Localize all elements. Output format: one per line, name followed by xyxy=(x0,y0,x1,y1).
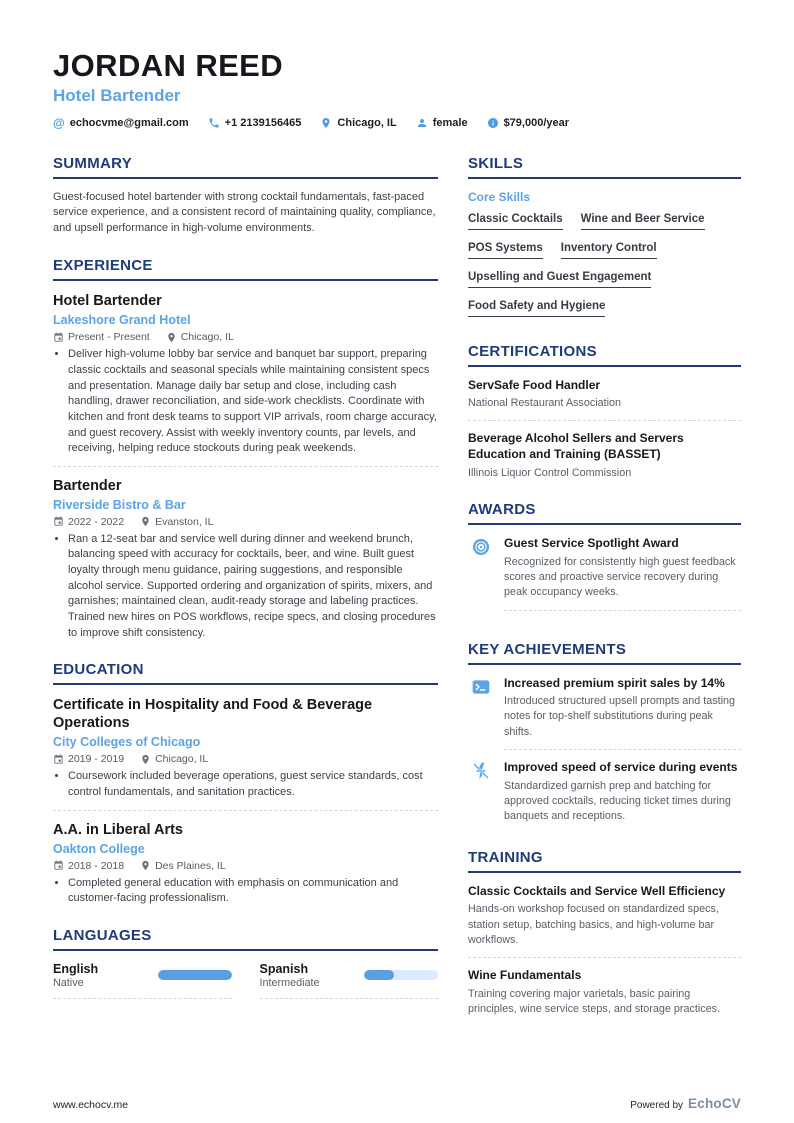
person-job-title: Hotel Bartender xyxy=(53,85,181,105)
achievement-description: Introduced structured upsell prompts and tasting notes for top-shelf substitutions during peak shifts. xyxy=(504,695,736,738)
calendar-icon xyxy=(53,754,64,765)
echocv-brand: EchoCV xyxy=(688,1096,741,1111)
contact-row xyxy=(53,117,741,129)
section-languages xyxy=(53,927,438,1009)
experience-dates: Present - Present xyxy=(53,331,150,343)
dashed-divider xyxy=(260,998,439,999)
person-name: JORDAN REED xyxy=(53,48,284,83)
experience-meta-row xyxy=(53,516,438,528)
education-bullets xyxy=(53,876,438,907)
footer-website-link[interactable]: www.echocv.me xyxy=(53,1099,129,1111)
experience-company: Riverside Bistro & Bar xyxy=(53,497,186,512)
calendar-icon xyxy=(53,860,64,871)
award-name: Guest Service Spotlight Award xyxy=(504,535,679,550)
education-degree: Certificate in Hospitality and Food & Beverage Operations xyxy=(53,697,373,732)
training-name: Classic Cocktails and Service Well Efficiency xyxy=(468,883,726,898)
achievement-description: Standardized garnish prep and batching for approved cocktails, reducing ticket times during banquets and receptions. xyxy=(504,779,731,823)
training-entry xyxy=(468,884,741,959)
summary-text: Guest-focused hotel bartender with strong cocktail fundamentals, fast-paced service experience, and a consistent record of maintaining quality, compliance, and upsell performance in high-volume environments. xyxy=(53,190,436,235)
dashed-divider xyxy=(504,610,741,611)
dashed-divider xyxy=(504,749,741,750)
section-summary xyxy=(53,155,438,238)
education-bullet: • Completed general education with emphasis on communication and customer-facing professionalism. xyxy=(68,876,438,907)
training-description: Hands-on workshop focused on standardized specs, station setup, batching basics, and high-volume bar workflows. xyxy=(468,903,719,946)
location-pin-icon xyxy=(140,754,151,765)
contact-phone-text: +1 2139156465 xyxy=(224,116,302,129)
contact-email[interactable] xyxy=(53,117,189,129)
achievement-entry xyxy=(468,760,741,825)
powered-by-label: Powered by xyxy=(630,1100,684,1111)
education-school: Oakton College xyxy=(53,841,145,856)
experience-dates: 2022 - 2022 xyxy=(53,516,124,528)
experience-bullet: • Deliver high-volume lobby bar service and banquet bar support, preparing classic cocktails and seasonal specials while maintaining consistent specs and presentation. Manage daily bar setup and close, including cash handling, drawer reconciliation, and side-work checklists. Coordinate with kitchen and front desk teams to support VIP arrivals, room charge accuracy, and guest recovery. Assist with weekly inventory counts, par levels, and receiving, helping reduce stockouts during peak weekends. xyxy=(68,347,438,456)
experience-section-title: EXPERIENCE xyxy=(53,257,438,281)
contact-location xyxy=(320,117,396,129)
experience-bullet: • Ran a 12-seat bar and service well during dinner and weekend brunch, balancing speed with accuracy for cocktails, beer, and wine. Built guest loyalty through menu guidance, pairing suggestions, and responsible alcohol service. Supported ordering and organization of spirits, mixers, and garnishes; maintained clean, audit-ready storage and labeling practices. Trained new hires on POS workflows, recipe specs, and closing procedures to improve shift consistency. xyxy=(68,532,438,641)
certifications-section-title: CERTIFICATIONS xyxy=(468,343,741,367)
language-proficiency-bar xyxy=(364,970,438,980)
languages-section-title: LANGUAGES xyxy=(53,927,438,951)
certification-name: ServSafe Food Handler xyxy=(468,377,601,392)
section-skills xyxy=(468,155,741,317)
section-awards xyxy=(468,501,741,621)
certification-entry xyxy=(468,378,741,422)
skill-chip: Classic Cocktails xyxy=(468,213,563,230)
contact-salary-text: $79,000/year xyxy=(503,116,570,129)
language-item xyxy=(260,962,439,1009)
certification-entry xyxy=(468,431,741,481)
education-location: Des Plaines, IL xyxy=(140,860,226,872)
certification-issuer: Illinois Liquor Control Commission xyxy=(468,466,632,479)
info-icon xyxy=(487,117,499,129)
section-certifications xyxy=(468,343,741,481)
contact-gender xyxy=(416,117,468,129)
contact-salary xyxy=(487,117,569,129)
phone-icon xyxy=(208,117,220,129)
education-meta-row xyxy=(53,753,438,765)
location-pin-icon xyxy=(320,117,332,129)
calendar-icon xyxy=(53,332,64,343)
experience-entry xyxy=(53,477,438,641)
training-name: Wine Fundamentals xyxy=(468,968,582,983)
training-entry xyxy=(468,968,741,1017)
award-rosette-icon xyxy=(468,536,494,621)
contact-gender-text: female xyxy=(432,116,468,129)
resume-columns xyxy=(53,155,741,1038)
experience-bullets xyxy=(53,532,438,641)
achievement-name: Improved speed of service during events xyxy=(504,760,738,775)
education-location: Chicago, IL xyxy=(140,753,208,765)
experience-company: Lakeshore Grand Hotel xyxy=(53,313,191,328)
education-section-title: EDUCATION xyxy=(53,661,438,685)
section-experience xyxy=(53,257,438,641)
education-bullet: • Coursework included beverage operations, guest service standards, cost control fundamentals, and sanitation practices. xyxy=(68,769,438,800)
certification-issuer: National Restaurant Association xyxy=(468,397,622,410)
terminal-icon xyxy=(468,676,494,761)
experience-location: Chicago, IL xyxy=(166,331,234,343)
education-school: City Colleges of Chicago xyxy=(53,735,201,750)
skills-group-label: Core Skills xyxy=(468,189,531,204)
achievements-section-title: KEY ACHIEVEMENTS xyxy=(468,641,741,665)
language-proficiency-fill xyxy=(158,970,232,980)
education-meta-row xyxy=(53,860,438,872)
achievement-entry xyxy=(468,676,741,761)
location-pin-icon xyxy=(166,332,177,343)
page-footer xyxy=(53,1096,741,1111)
education-dates: 2019 - 2019 xyxy=(53,753,124,765)
education-entry xyxy=(53,821,438,907)
education-degree: A.A. in Liberal Arts xyxy=(53,821,183,838)
experience-role: Hotel Bartender xyxy=(53,293,162,310)
language-level: Intermediate xyxy=(259,976,320,989)
dashed-divider xyxy=(468,957,741,958)
at-icon: @ xyxy=(53,115,65,130)
skill-chip: Food Safety and Hygiene xyxy=(468,300,605,317)
award-description: Recognized for consistently high guest feedback scores and proactive service recovery during peak occupancy weeks. xyxy=(504,555,736,599)
language-name: Spanish xyxy=(259,961,309,976)
skill-chip: Upselling and Guest Engagement xyxy=(468,271,651,288)
achievement-name: Increased premium spirit sales by 14% xyxy=(504,675,725,690)
skills-list xyxy=(468,213,741,317)
contact-location-text: Chicago, IL xyxy=(337,116,397,129)
language-level: Native xyxy=(53,976,84,989)
language-item xyxy=(53,962,232,1009)
person-icon xyxy=(416,117,428,129)
skills-section-title: SKILLS xyxy=(468,155,741,179)
dashed-divider xyxy=(53,466,438,467)
language-name: English xyxy=(53,961,99,976)
location-pin-icon xyxy=(140,860,151,871)
training-description: Training covering major varietals, basic pairing principles, wine service steps, and storage practices. xyxy=(468,987,721,1016)
experience-meta-row xyxy=(53,331,438,343)
location-pin-icon xyxy=(140,516,151,527)
certification-name: Beverage Alcohol Sellers and Servers Education and Training (BASSET) xyxy=(468,431,684,462)
experience-bullets xyxy=(53,347,438,456)
skill-chip: Wine and Beer Service xyxy=(581,213,705,230)
dashed-divider xyxy=(468,420,741,421)
dashed-divider xyxy=(53,810,438,811)
education-bullets xyxy=(53,769,438,800)
flash-off-icon xyxy=(468,760,494,825)
awards-section-title: AWARDS xyxy=(468,501,741,525)
skill-chip: Inventory Control xyxy=(561,242,657,259)
languages-grid xyxy=(53,962,438,1009)
skill-chip: POS Systems xyxy=(468,242,543,259)
training-section-title: TRAINING xyxy=(468,849,741,873)
education-dates: 2018 - 2018 xyxy=(53,860,124,872)
language-proficiency-bar xyxy=(158,970,232,980)
experience-role: Bartender xyxy=(53,477,122,494)
education-entry xyxy=(53,696,438,810)
experience-location: Evanston, IL xyxy=(140,516,213,528)
section-key-achievements xyxy=(468,641,741,825)
contact-email-text: echocvme@gmail.com xyxy=(69,116,189,129)
experience-entry xyxy=(53,292,438,466)
dashed-divider xyxy=(53,998,232,999)
summary-section-title: SUMMARY xyxy=(53,155,438,179)
left-column xyxy=(53,155,438,1038)
resume-header xyxy=(53,50,741,129)
section-education xyxy=(53,661,438,907)
language-proficiency-fill xyxy=(364,970,394,980)
section-training xyxy=(468,849,741,1018)
calendar-icon xyxy=(53,516,64,527)
right-column xyxy=(468,155,741,1038)
contact-phone xyxy=(208,117,302,129)
award-entry xyxy=(468,536,741,621)
powered-by xyxy=(630,1096,741,1111)
